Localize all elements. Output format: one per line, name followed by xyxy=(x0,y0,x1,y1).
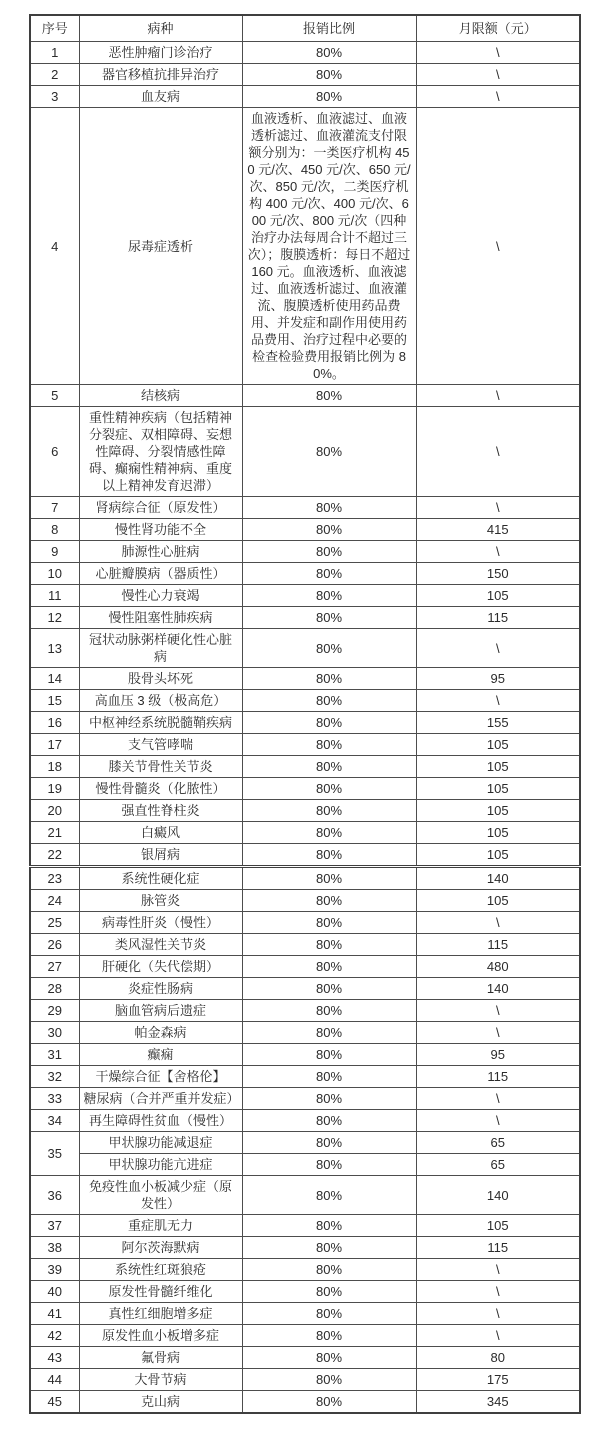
disease-cell: 脉管炎 xyxy=(79,890,242,912)
ratio-cell: 80% xyxy=(242,800,416,822)
table-row xyxy=(30,1088,580,1110)
row-number-cell: 16 xyxy=(30,712,79,734)
ratio-cell: 80% xyxy=(242,42,416,64)
row-number-cell: 6 xyxy=(30,407,79,497)
row-number-cell: 13 xyxy=(30,629,79,668)
limit-cell: 65 xyxy=(416,1132,580,1154)
disease-cell: 重性精神疾病（包括精神分裂症、双相障碍、妄想性障碍、分裂情感性障碍、癫痫性精神病、重度以上精神发育迟滞） xyxy=(79,407,242,497)
row-number-cell: 3 xyxy=(30,86,79,108)
disease-cell: 真性红细胞增多症 xyxy=(79,1303,242,1325)
table-row xyxy=(30,1154,580,1176)
disease-cell: 白癜风 xyxy=(79,822,242,844)
table-row xyxy=(30,519,580,541)
disease-cell: 慢性骨髓炎（化脓性） xyxy=(79,778,242,800)
ratio-cell: 80% xyxy=(242,1044,416,1066)
ratio-cell: 80% xyxy=(242,1154,416,1176)
ratio-cell: 80% xyxy=(242,541,416,563)
table-row xyxy=(30,1044,580,1066)
table-row xyxy=(30,42,580,64)
disease-cell: 慢性心力衰竭 xyxy=(79,585,242,607)
ratio-cell: 80% xyxy=(242,668,416,690)
ratio-cell: 80% xyxy=(242,956,416,978)
disease-cell: 帕金森病 xyxy=(79,1022,242,1044)
disease-cell: 病毒性肝炎（慢性） xyxy=(79,912,242,934)
disease-cell: 阿尔茨海默病 xyxy=(79,1237,242,1259)
limit-cell: 105 xyxy=(416,778,580,800)
limit-cell: 105 xyxy=(416,1215,580,1237)
row-number-cell: 22 xyxy=(30,844,79,867)
limit-cell: \ xyxy=(416,1110,580,1132)
limit-cell: \ xyxy=(416,1281,580,1303)
row-number-cell: 38 xyxy=(30,1237,79,1259)
row-number-cell: 10 xyxy=(30,563,79,585)
row-number-cell: 12 xyxy=(30,607,79,629)
table-row xyxy=(30,108,580,385)
ratio-cell: 80% xyxy=(242,497,416,519)
ratio-cell: 80% xyxy=(242,1022,416,1044)
disease-cell: 炎症性肠病 xyxy=(79,978,242,1000)
ratio-cell: 80% xyxy=(242,1369,416,1391)
row-number-cell: 34 xyxy=(30,1110,79,1132)
table-row xyxy=(30,1391,580,1414)
row-number-cell: 36 xyxy=(30,1176,79,1215)
limit-cell: \ xyxy=(416,1259,580,1281)
ratio-cell: 80% xyxy=(242,1237,416,1259)
limit-cell: \ xyxy=(416,912,580,934)
limit-cell: 115 xyxy=(416,1237,580,1259)
row-number-cell: 30 xyxy=(30,1022,79,1044)
disease-cell: 股骨头坏死 xyxy=(79,668,242,690)
ratio-cell: 80% xyxy=(242,934,416,956)
disease-cell: 中枢神经系统脱髓鞘疾病 xyxy=(79,712,242,734)
table-row xyxy=(30,867,580,890)
limit-cell: \ xyxy=(416,1022,580,1044)
disease-cell: 大骨节病 xyxy=(79,1369,242,1391)
limit-cell: 105 xyxy=(416,822,580,844)
table-header xyxy=(30,15,580,42)
row-number-cell: 8 xyxy=(30,519,79,541)
table-row xyxy=(30,541,580,563)
ratio-cell: 80% xyxy=(242,385,416,407)
row-number-cell: 26 xyxy=(30,934,79,956)
disease-cell: 免疫性血小板减少症（原发性） xyxy=(79,1176,242,1215)
disease-cell: 甲状腺功能亢进症 xyxy=(79,1154,242,1176)
row-number-cell: 37 xyxy=(30,1215,79,1237)
ratio-cell: 80% xyxy=(242,563,416,585)
row-number-cell: 28 xyxy=(30,978,79,1000)
ratio-cell: 80% xyxy=(242,890,416,912)
ratio-cell: 80% xyxy=(242,1391,416,1414)
disease-cell: 原发性骨髓纤维化 xyxy=(79,1281,242,1303)
table-row xyxy=(30,1259,580,1281)
table-row xyxy=(30,563,580,585)
limit-cell: \ xyxy=(416,407,580,497)
disease-cell: 甲状腺功能减退症 xyxy=(79,1132,242,1154)
limit-cell: \ xyxy=(416,385,580,407)
disease-cell: 系统性硬化症 xyxy=(79,867,242,890)
row-number-cell: 43 xyxy=(30,1347,79,1369)
row-number-cell: 18 xyxy=(30,756,79,778)
limit-cell: 140 xyxy=(416,867,580,890)
disease-cell: 慢性阻塞性肺疾病 xyxy=(79,607,242,629)
ratio-cell: 80% xyxy=(242,1325,416,1347)
table-row xyxy=(30,1132,580,1154)
table-row xyxy=(30,912,580,934)
ratio-cell: 80% xyxy=(242,1066,416,1088)
ratio-cell: 80% xyxy=(242,1132,416,1154)
ratio-cell: 80% xyxy=(242,407,416,497)
ratio-cell: 80% xyxy=(242,64,416,86)
ratio-cell: 80% xyxy=(242,1303,416,1325)
table-row xyxy=(30,690,580,712)
limit-cell: \ xyxy=(416,1000,580,1022)
row-number-cell: 17 xyxy=(30,734,79,756)
row-number-cell: 39 xyxy=(30,1259,79,1281)
ratio-cell: 血液透析、血液滤过、血液透析滤过、血液灌流支付限额分别为：一类医疗机构 450 元/次、450 元/次、650 元/次、850 元/次，二类医疗机构 400 元/次、400 元/次、600 元/次、800 元/次（四种治疗办法每周合计不超过三次）；腹膜透析：每日不超过 160 元。血液透析、血液滤过、血液透析滤过、血液灌流、腹膜透析使用药品费用、并发症和副作用使用药品费用、治疗过程中必要的检查检验费用报销比例为 80%。 xyxy=(242,108,416,385)
table-row xyxy=(30,734,580,756)
table-row xyxy=(30,1000,580,1022)
limit-cell: 155 xyxy=(416,712,580,734)
disease-cell: 原发性血小板增多症 xyxy=(79,1325,242,1347)
row-number-cell: 7 xyxy=(30,497,79,519)
limit-cell: \ xyxy=(416,690,580,712)
limit-cell: 95 xyxy=(416,1044,580,1066)
ratio-cell: 80% xyxy=(242,912,416,934)
limit-cell: 80 xyxy=(416,1347,580,1369)
ratio-cell: 80% xyxy=(242,978,416,1000)
ratio-cell: 80% xyxy=(242,822,416,844)
ratio-cell: 80% xyxy=(242,86,416,108)
table-row xyxy=(30,629,580,668)
limit-cell: \ xyxy=(416,1325,580,1347)
limit-cell: 150 xyxy=(416,563,580,585)
disease-cell: 脑血管病后遗症 xyxy=(79,1000,242,1022)
table-row xyxy=(30,712,580,734)
ratio-cell: 80% xyxy=(242,519,416,541)
table-row xyxy=(30,64,580,86)
disease-cell: 干燥综合征【舍格伦】 xyxy=(79,1066,242,1088)
header-reimbursement-ratio: 报销比例 xyxy=(242,15,416,42)
row-number-cell: 40 xyxy=(30,1281,79,1303)
table-row xyxy=(30,585,580,607)
limit-cell: 95 xyxy=(416,668,580,690)
row-number-cell: 31 xyxy=(30,1044,79,1066)
table-row xyxy=(30,978,580,1000)
ratio-cell: 80% xyxy=(242,1347,416,1369)
row-number-cell: 9 xyxy=(30,541,79,563)
ratio-cell: 80% xyxy=(242,1088,416,1110)
row-number-cell: 44 xyxy=(30,1369,79,1391)
table-row xyxy=(30,934,580,956)
ratio-cell: 80% xyxy=(242,1259,416,1281)
table-row xyxy=(30,1110,580,1132)
table-row xyxy=(30,497,580,519)
limit-cell: 480 xyxy=(416,956,580,978)
table-row xyxy=(30,668,580,690)
table-row xyxy=(30,890,580,912)
disease-cell: 结核病 xyxy=(79,385,242,407)
row-number-cell: 20 xyxy=(30,800,79,822)
disease-table-body xyxy=(30,42,580,1414)
limit-cell: \ xyxy=(416,42,580,64)
row-number-cell: 24 xyxy=(30,890,79,912)
row-number-cell: 32 xyxy=(30,1066,79,1088)
table-row xyxy=(30,385,580,407)
limit-cell: 105 xyxy=(416,844,580,867)
disease-cell: 癫痫 xyxy=(79,1044,242,1066)
disease-cell: 支气管哮喘 xyxy=(79,734,242,756)
disease-cell: 尿毒症透析 xyxy=(79,108,242,385)
limit-cell: \ xyxy=(416,108,580,385)
disease-cell: 恶性肿瘤门诊治疗 xyxy=(79,42,242,64)
table-row xyxy=(30,407,580,497)
limit-cell: 115 xyxy=(416,607,580,629)
disease-cell: 心脏瓣膜病（器质性） xyxy=(79,563,242,585)
ratio-cell: 80% xyxy=(242,712,416,734)
row-number-cell: 41 xyxy=(30,1303,79,1325)
table-row xyxy=(30,1325,580,1347)
row-number-cell: 11 xyxy=(30,585,79,607)
limit-cell: 105 xyxy=(416,734,580,756)
disease-cell: 氟骨病 xyxy=(79,1347,242,1369)
table-row xyxy=(30,1022,580,1044)
disease-cell: 器官移植抗排异治疗 xyxy=(79,64,242,86)
row-number-cell: 35 xyxy=(30,1132,79,1176)
disease-cell: 高血压 3 级（极高危） xyxy=(79,690,242,712)
row-number-cell: 4 xyxy=(30,108,79,385)
ratio-cell: 80% xyxy=(242,778,416,800)
row-number-cell: 45 xyxy=(30,1391,79,1414)
ratio-cell: 80% xyxy=(242,844,416,867)
row-number-cell: 15 xyxy=(30,690,79,712)
limit-cell: 175 xyxy=(416,1369,580,1391)
disease-cell: 冠状动脉粥样硬化性心脏病 xyxy=(79,629,242,668)
disease-cell: 系统性红斑狼疮 xyxy=(79,1259,242,1281)
ratio-cell: 80% xyxy=(242,1110,416,1132)
medical-disease-reimbursement-table xyxy=(29,14,581,1414)
table-row xyxy=(30,1176,580,1215)
table-row xyxy=(30,844,580,867)
disease-cell: 再生障碍性贫血（慢性） xyxy=(79,1110,242,1132)
limit-cell: 115 xyxy=(416,1066,580,1088)
disease-cell: 膝关节骨性关节炎 xyxy=(79,756,242,778)
disease-cell: 类风湿性关节炎 xyxy=(79,934,242,956)
row-number-cell: 21 xyxy=(30,822,79,844)
limit-cell: \ xyxy=(416,1303,580,1325)
limit-cell: 415 xyxy=(416,519,580,541)
limit-cell: \ xyxy=(416,629,580,668)
row-number-cell: 2 xyxy=(30,64,79,86)
table-row xyxy=(30,822,580,844)
row-number-cell: 42 xyxy=(30,1325,79,1347)
ratio-cell: 80% xyxy=(242,1281,416,1303)
table-row xyxy=(30,86,580,108)
disease-cell: 重症肌无力 xyxy=(79,1215,242,1237)
disease-cell: 克山病 xyxy=(79,1391,242,1414)
table-row xyxy=(30,607,580,629)
table-row xyxy=(30,1281,580,1303)
table-row xyxy=(30,1215,580,1237)
limit-cell: \ xyxy=(416,497,580,519)
table-row xyxy=(30,1347,580,1369)
table-row xyxy=(30,956,580,978)
disease-cell: 血友病 xyxy=(79,86,242,108)
header-disease: 病种 xyxy=(79,15,242,42)
row-number-cell: 25 xyxy=(30,912,79,934)
ratio-cell: 80% xyxy=(242,629,416,668)
ratio-cell: 80% xyxy=(242,867,416,890)
header-serial-number: 序号 xyxy=(30,15,79,42)
ratio-cell: 80% xyxy=(242,585,416,607)
table-row xyxy=(30,800,580,822)
limit-cell: 65 xyxy=(416,1154,580,1176)
disease-cell: 肾病综合征（原发性） xyxy=(79,497,242,519)
table-row xyxy=(30,1237,580,1259)
row-number-cell: 19 xyxy=(30,778,79,800)
table-row xyxy=(30,778,580,800)
disease-cell: 糖尿病（合并严重并发症） xyxy=(79,1088,242,1110)
limit-cell: \ xyxy=(416,541,580,563)
limit-cell: 105 xyxy=(416,756,580,778)
limit-cell: 345 xyxy=(416,1391,580,1414)
ratio-cell: 80% xyxy=(242,734,416,756)
header-monthly-limit: 月限额（元） xyxy=(416,15,580,42)
table-row xyxy=(30,1369,580,1391)
row-number-cell: 27 xyxy=(30,956,79,978)
ratio-cell: 80% xyxy=(242,1215,416,1237)
row-number-cell: 33 xyxy=(30,1088,79,1110)
limit-cell: 115 xyxy=(416,934,580,956)
ratio-cell: 80% xyxy=(242,1000,416,1022)
limit-cell: 140 xyxy=(416,1176,580,1215)
ratio-cell: 80% xyxy=(242,607,416,629)
limit-cell: \ xyxy=(416,1088,580,1110)
limit-cell: 105 xyxy=(416,800,580,822)
header-row xyxy=(30,15,580,42)
row-number-cell: 14 xyxy=(30,668,79,690)
disease-cell: 银屑病 xyxy=(79,844,242,867)
row-number-cell: 1 xyxy=(30,42,79,64)
table-row xyxy=(30,756,580,778)
row-number-cell: 23 xyxy=(30,867,79,890)
row-number-cell: 5 xyxy=(30,385,79,407)
limit-cell: 105 xyxy=(416,585,580,607)
document-page xyxy=(0,14,612,1454)
limit-cell: 140 xyxy=(416,978,580,1000)
disease-cell: 肺源性心脏病 xyxy=(79,541,242,563)
limit-cell: 105 xyxy=(416,890,580,912)
limit-cell: \ xyxy=(416,86,580,108)
ratio-cell: 80% xyxy=(242,1176,416,1215)
ratio-cell: 80% xyxy=(242,690,416,712)
disease-cell: 肝硬化（失代偿期） xyxy=(79,956,242,978)
disease-cell: 慢性肾功能不全 xyxy=(79,519,242,541)
row-number-cell: 29 xyxy=(30,1000,79,1022)
ratio-cell: 80% xyxy=(242,756,416,778)
table-row xyxy=(30,1066,580,1088)
limit-cell: \ xyxy=(416,64,580,86)
table-row xyxy=(30,1303,580,1325)
disease-cell: 强直性脊柱炎 xyxy=(79,800,242,822)
